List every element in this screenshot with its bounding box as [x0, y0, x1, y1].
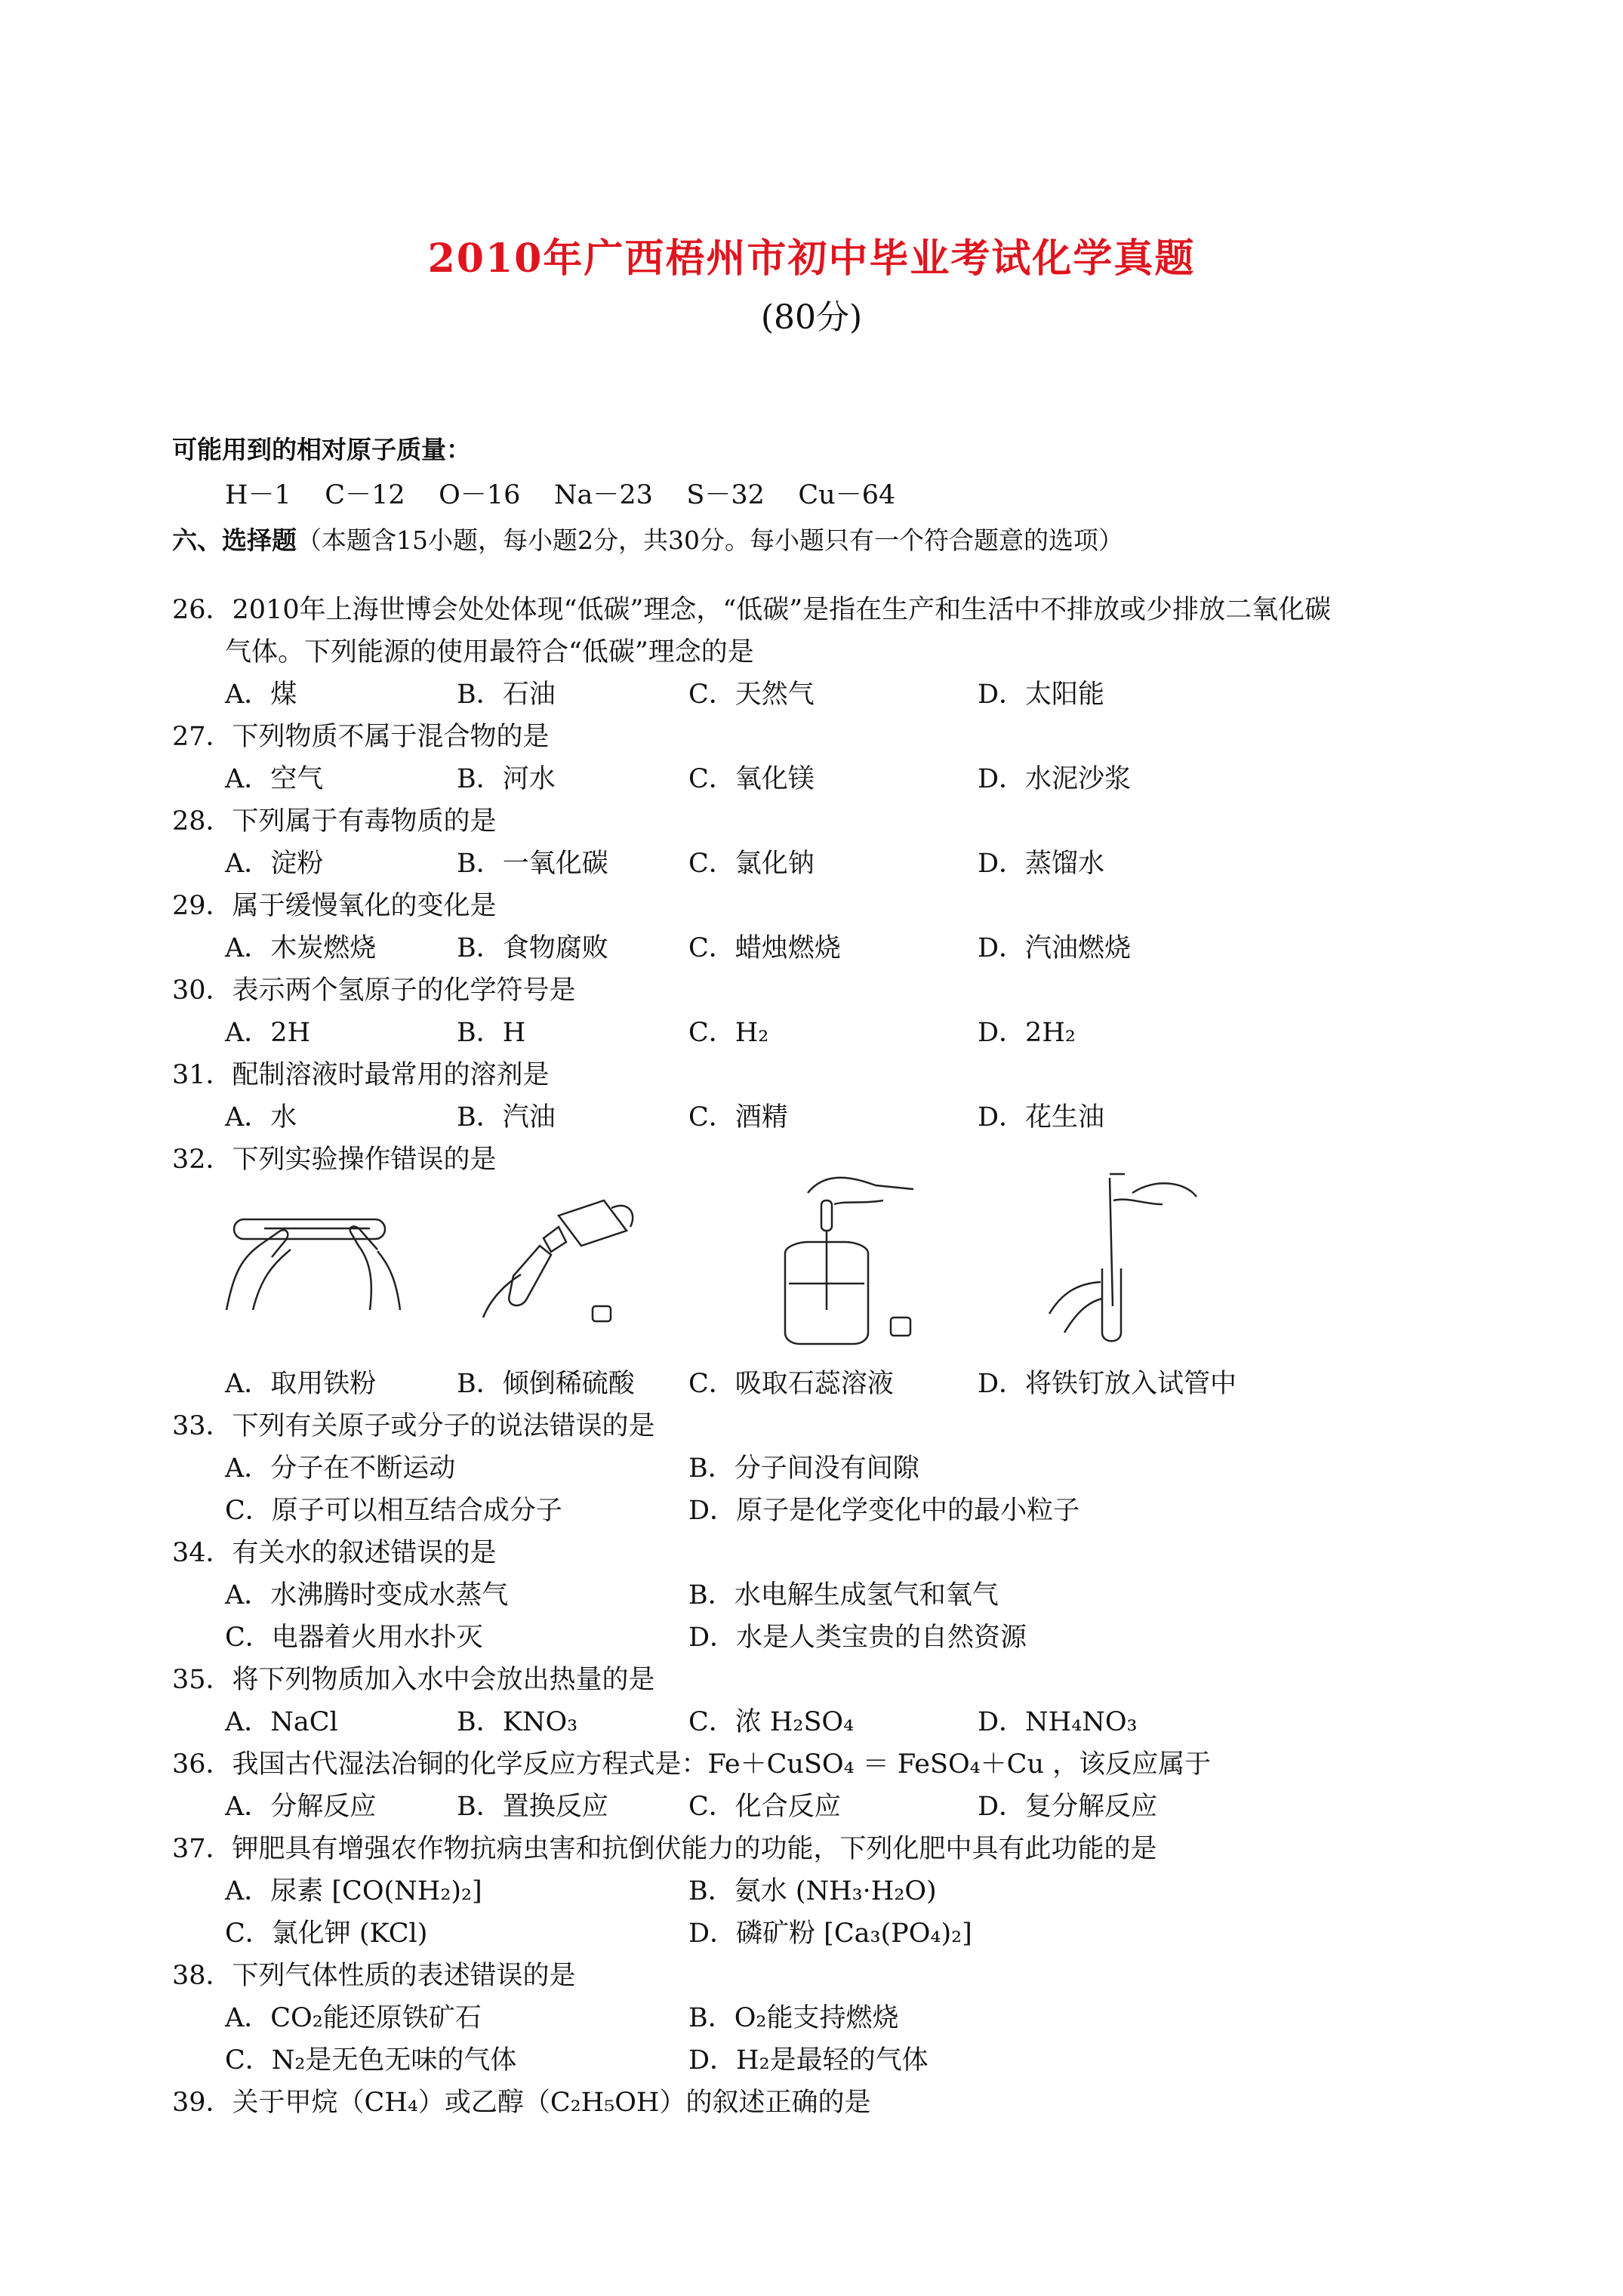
q35-option-b: B．KNO₃ [457, 1707, 578, 1737]
q34-option-d: D．水是人类宝贵的自然资源 [688, 1623, 1027, 1653]
q28-option-a: A．淀粉 [225, 849, 324, 879]
q36-option-b: B．置换反应 [457, 1792, 608, 1822]
question-32-stem: 32．下列实验操作错误的是 [172, 1145, 497, 1175]
figure-c-dropper-litmus [762, 1170, 936, 1348]
question-26-stem-cont: 气体。下列能源的使用最符合“低碳”理念的是 [225, 637, 754, 667]
q29-option-a: A．木炭燃烧 [225, 933, 377, 963]
question-36-stem: 36．我国古代湿法冶铜的化学反应方程式是：Fe＋CuSO₄ ＝ FeSO₄＋Cu ，该反应属于 [172, 1749, 1212, 1780]
q38-option-c: C．N₂是无色无味的气体 [225, 2045, 517, 2076]
q27-option-b: B．河水 [457, 764, 556, 794]
q26-option-b: B．石油 [457, 680, 556, 710]
q26-option-c: C．天然气 [688, 680, 815, 710]
q27-option-c: C．氧化镁 [688, 764, 815, 794]
q34-option-a: A．水沸腾时变成水蒸气 [225, 1580, 509, 1610]
question-38-stem: 38．下列气体性质的表述错误的是 [172, 1961, 576, 1991]
q35-option-d: D．NH₄NO₃ [978, 1707, 1138, 1737]
q36-option-a: A．分解反应 [225, 1792, 377, 1822]
question-26-stem: 26．2010年上海世博会处处体现“低碳”理念，“低碳”是指在生产和生活中不排放或少排放二氧化碳 [172, 595, 1332, 625]
q37-option-d: D．磷矿粉 [Ca₃(PO₄)₂] [688, 1918, 972, 1949]
q30-option-c: C．H₂ [688, 1018, 769, 1048]
question-28-stem: 28．下列属于有毒物质的是 [172, 806, 497, 837]
page-subtitle: (80分) [760, 298, 863, 337]
q26-option-a: A．煤 [225, 680, 297, 710]
question-29-stem: 29．属于缓慢氧化的变化是 [172, 891, 497, 921]
atomic-mass-label: 可能用到的相对原子质量： [172, 435, 471, 464]
q35-option-a: A．NaCl [225, 1707, 338, 1737]
page-title: 2010年广西梧州市初中毕业考试化学真题 [427, 236, 1196, 282]
question-27-stem: 27．下列物质不属于混合物的是 [172, 722, 550, 752]
q32-option-d: D．将铁钉放入试管中 [978, 1369, 1237, 1399]
section-title: 六、选择题 [172, 525, 297, 555]
q28-option-b: B．一氧化碳 [457, 849, 608, 879]
section-header [172, 521, 1123, 556]
figure-a-iron-powder [219, 1189, 415, 1321]
q35-option-c: C．浓 H₂SO₄ [688, 1707, 855, 1737]
section-note: （本题含15小题，每小题2分，共30分。每小题只有一个符合题意的选项） [297, 525, 1123, 555]
q32-option-c: C．吸取石蕊溶液 [688, 1369, 894, 1399]
q37-option-c: C．氯化钾 (KCl) [225, 1918, 428, 1949]
question-39-stem: 39．关于甲烷（CH₄）或乙醇（C₂H₅OH）的叙述正确的是 [172, 2088, 871, 2118]
atomic-mass-values: H－1 C－12 O－16 Na－23 S－32 Cu－64 [225, 480, 896, 510]
q27-option-a: A．空气 [225, 764, 324, 794]
q34-option-c: C．电器着火用水扑灭 [225, 1623, 483, 1653]
q36-option-c: C．化合反应 [688, 1792, 841, 1822]
q27-option-d: D．水泥沙浆 [978, 764, 1132, 794]
q32-option-a: A．取用铁粉 [225, 1369, 377, 1399]
q28-option-c: C．氯化钠 [688, 849, 815, 879]
q31-option-a: A．水 [225, 1102, 297, 1133]
q30-option-b: B．H [457, 1018, 526, 1048]
q31-option-c: C．酒精 [688, 1102, 788, 1133]
q30-option-a: A．2H [225, 1018, 311, 1048]
q37-option-a: A．尿素 [CO(NH₂)₂] [225, 1876, 482, 1906]
q31-option-b: B．汽油 [457, 1102, 556, 1133]
question-37-stem: 37．钾肥具有增强农作物抗病虫害和抗倒伏能力的功能，下列化肥中具有此功能的是 [172, 1834, 1157, 1864]
q33-option-d: D．原子是化学变化中的最小粒子 [688, 1496, 1080, 1526]
question-33-stem: 33．下列有关原子或分子的说法错误的是 [172, 1411, 655, 1441]
q28-option-d: D．蒸馏水 [978, 849, 1105, 879]
question-34-stem: 34．有关水的叙述错误的是 [172, 1538, 497, 1568]
q34-option-b: B．水电解生成氢气和氧气 [688, 1580, 999, 1610]
q33-option-b: B．分子间没有间隙 [688, 1453, 919, 1484]
q26-option-d: D．太阳能 [978, 680, 1105, 710]
q33-option-c: C．原子可以相互结合成分子 [225, 1496, 562, 1526]
q36-option-d: D．复分解反应 [978, 1792, 1158, 1822]
q37-option-b: B．氨水 (NH₃·H₂O) [688, 1876, 937, 1906]
q29-option-d: D．汽油燃烧 [978, 933, 1132, 963]
figure-b-pouring-acid [468, 1185, 649, 1336]
question-35-stem: 35．将下列物质加入水中会放出热量的是 [172, 1665, 655, 1695]
q30-option-d: D．2H₂ [978, 1018, 1076, 1048]
q38-option-d: D．H₂是最轻的气体 [688, 2045, 929, 2076]
q38-option-b: B．O₂能支持燃烧 [688, 2003, 899, 2033]
q32-option-b: B．倾倒稀硫酸 [457, 1369, 635, 1399]
question-30-stem: 30．表示两个氢原子的化学符号是 [172, 975, 576, 1006]
figure-d-iron-nail-tube [1034, 1163, 1208, 1351]
q29-option-c: C．蜡烛燃烧 [688, 933, 841, 963]
q29-option-b: B．食物腐败 [457, 933, 608, 963]
q38-option-a: A．CO₂能还原铁矿石 [225, 2003, 482, 2033]
q31-option-d: D．花生油 [978, 1102, 1105, 1133]
q33-option-a: A．分子在不断运动 [225, 1453, 456, 1484]
question-31-stem: 31．配制溶液时最常用的溶剂是 [172, 1060, 550, 1090]
